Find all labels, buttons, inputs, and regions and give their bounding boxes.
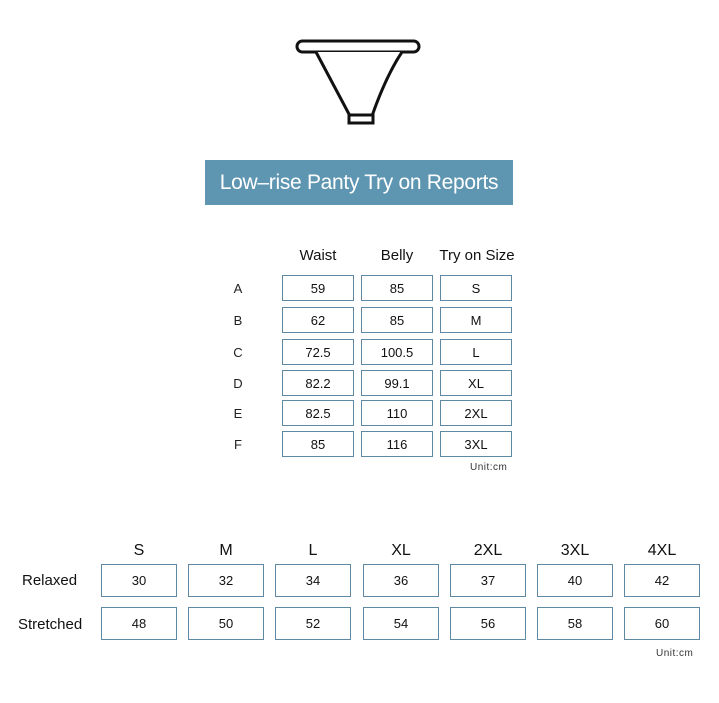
- stretched-4xl: 60: [624, 607, 700, 640]
- stretched-m: 50: [188, 607, 264, 640]
- belly-b: 85: [361, 307, 433, 333]
- size-chart-unit-note: Unit:cm: [656, 648, 694, 659]
- waist-d: 82.2: [282, 370, 354, 396]
- stretched-l: 52: [275, 607, 351, 640]
- waist-e: 82.5: [282, 400, 354, 426]
- belly-e: 110: [361, 400, 433, 426]
- report-title-banner: Low–rise Panty Try on Reports: [205, 160, 513, 205]
- header-try-on-size: Try on Size: [439, 247, 515, 264]
- header-waist: Waist: [299, 247, 337, 264]
- waist-c: 72.5: [282, 339, 354, 365]
- size-f: 3XL: [440, 431, 512, 457]
- row-label-relaxed: Relaxed: [22, 572, 78, 589]
- size-header-m: M: [219, 542, 233, 559]
- size-e: 2XL: [440, 400, 512, 426]
- relaxed-2xl: 37: [450, 564, 526, 597]
- row-label-stretched: Stretched: [18, 616, 83, 633]
- size-c: L: [440, 339, 512, 365]
- size-header-s: S: [133, 542, 145, 559]
- belly-f: 116: [361, 431, 433, 457]
- relaxed-l: 34: [275, 564, 351, 597]
- header-belly: Belly: [380, 247, 414, 264]
- relaxed-4xl: 42: [624, 564, 700, 597]
- row-label-c: C: [233, 345, 243, 360]
- waist-f: 85: [282, 431, 354, 457]
- size-d: XL: [440, 370, 512, 396]
- panty-outline-icon: [290, 36, 430, 128]
- row-label-f: F: [234, 437, 242, 452]
- waist-a: 59: [282, 275, 354, 301]
- try-on-unit-note: Unit:cm: [470, 462, 508, 473]
- belly-a: 85: [361, 275, 433, 301]
- stretched-xl: 54: [363, 607, 439, 640]
- row-label-e: E: [233, 406, 243, 421]
- waist-b: 62: [282, 307, 354, 333]
- relaxed-xl: 36: [363, 564, 439, 597]
- stretched-2xl: 56: [450, 607, 526, 640]
- stretched-3xl: 58: [537, 607, 613, 640]
- size-header-4xl: 4XL: [647, 542, 677, 559]
- relaxed-3xl: 40: [537, 564, 613, 597]
- row-label-d: D: [233, 376, 243, 391]
- size-header-l: L: [308, 542, 318, 559]
- relaxed-s: 30: [101, 564, 177, 597]
- stretched-s: 48: [101, 607, 177, 640]
- size-b: M: [440, 307, 512, 333]
- size-a: S: [440, 275, 512, 301]
- belly-c: 100.5: [361, 339, 433, 365]
- size-header-2xl: 2XL: [473, 542, 503, 559]
- row-label-b: B: [233, 313, 243, 328]
- size-header-3xl: 3XL: [560, 542, 590, 559]
- belly-d: 99.1: [361, 370, 433, 396]
- relaxed-m: 32: [188, 564, 264, 597]
- row-label-a: A: [233, 281, 243, 296]
- size-header-xl: XL: [391, 542, 411, 559]
